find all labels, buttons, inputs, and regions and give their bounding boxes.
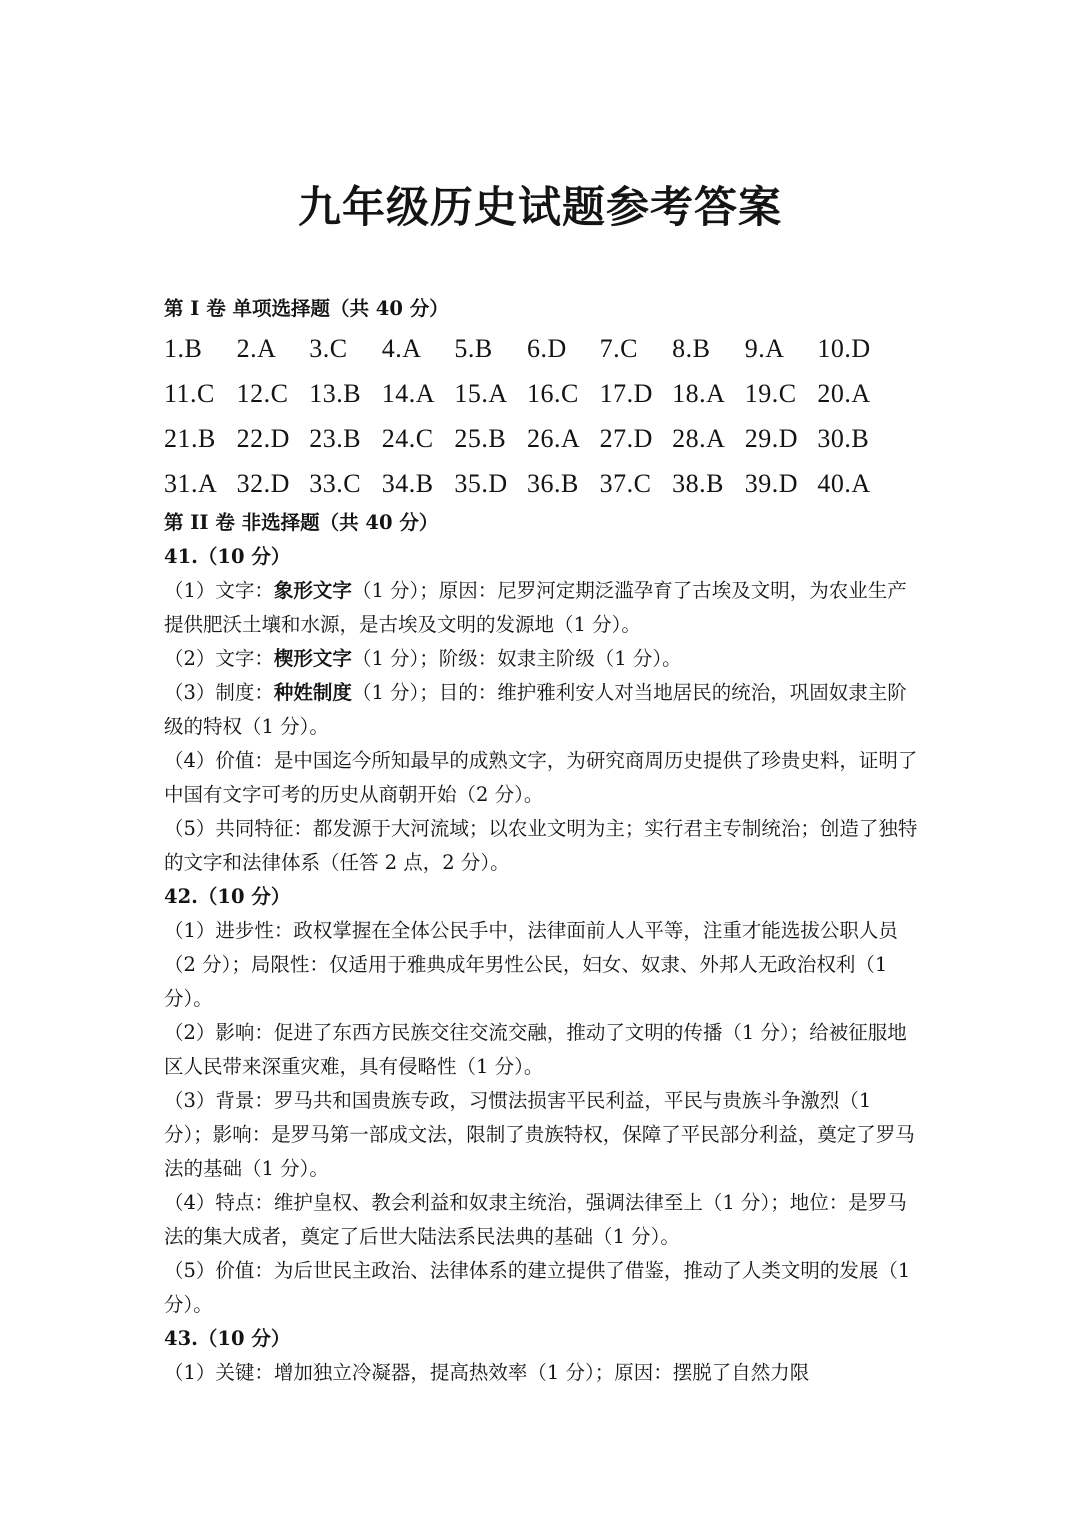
mc-answer: 10.D <box>817 334 871 363</box>
mc-answer: 18.A <box>672 379 726 408</box>
mc-answer: 19.C <box>744 379 797 408</box>
q41-answer-4: （4）价值：是中国迄今所知最早的成熟文字，为研究商周历史提供了珍贵史料，证明了中国有文字可考的历史从商朝开始（2 分）。 <box>164 749 918 806</box>
mc-answer: 31.A <box>164 469 218 498</box>
q41-answer-2: （2）文字：楔形文字（1 分）；阶级：奴隶主阶级（1 分）。 <box>164 647 682 670</box>
mc-row-1 <box>164 326 924 372</box>
mc-answer: 2.A <box>236 334 277 363</box>
mc-answer: 5.B <box>454 334 493 363</box>
mc-answer: 40.A <box>817 469 871 498</box>
mc-answer: 11.C <box>164 379 215 408</box>
q43-answer-1: （1）关键：增加独立冷凝器，提高热效率（1 分）；原因：摆脱了自然力限 <box>164 1361 810 1384</box>
q42-answer-3: （3）背景：罗马共和国贵族专政，习惯法损害平民利益，平民与贵族斗争激烈（1 分）；影响：是罗马第一部成文法，限制了贵族特权，保障了平民部分利益，奠定了罗马法的基础（1 分）。 <box>164 1089 915 1180</box>
mc-answer: 28.A <box>672 424 726 453</box>
mc-answer: 32.D <box>236 469 290 498</box>
mc-answer: 21.B <box>164 424 216 453</box>
mc-answer: 22.D <box>236 424 290 453</box>
mc-row-4 <box>164 461 924 507</box>
q43-header: 43.（10 分） <box>164 1327 291 1350</box>
mc-answer: 36.B <box>526 469 579 498</box>
mc-answer: 6.D <box>526 334 567 363</box>
q42-answer-5: （5）价值：为后世民主政治、法律体系的建立提供了借鉴，推动了人类文明的发展（1 分）。 <box>164 1259 911 1316</box>
mc-answer: 37.C <box>599 469 652 498</box>
answers-body <box>164 540 924 1390</box>
mc-answer: 15.A <box>454 379 508 408</box>
mc-answer: 39.D <box>744 469 799 498</box>
mc-answer: 23.B <box>309 424 362 453</box>
page-title: 九年级历史试题参考答案 <box>298 183 782 233</box>
mc-answer: 16.C <box>526 379 579 408</box>
mc-row-3 <box>164 416 924 462</box>
q41-answer-1: （1）文字：象形文字（1 分）；原因：尼罗河定期泛滥孕育了古埃及文明，为农业生产提供肥沃土壤和水源，是古埃及文明的发源地（1 分）。 <box>164 579 907 636</box>
mc-answer: 25.B <box>454 424 507 453</box>
q41-answer-3: （3）制度：种姓制度（1 分）；目的：维护雅利安人对当地居民的统治，巩固奴隶主阶级的特权（1 分）。 <box>164 681 907 738</box>
mc-answer: 33.C <box>309 469 362 498</box>
mc-answer: 4.A <box>381 334 422 363</box>
q41-header: 41.（10 分） <box>164 545 291 568</box>
q41-answer-5: （5）共同特征：都发源于大河流域；以农业文明为主；实行君主专制统治；创造了独特的文字和法律体系（任答 2 点，2 分）。 <box>164 817 918 874</box>
mc-answer: 3.C <box>309 334 348 363</box>
mc-answer: 17.D <box>599 379 653 408</box>
mc-answer: 29.D <box>744 424 799 453</box>
mc-answer: 12.C <box>236 379 289 408</box>
q42-answer-2: （2）影响：促进了东西方民族交往交流交融，推动了文明的传播（1 分）；给被征服地区人民带来深重灾难，具有侵略性（1 分）。 <box>164 1021 907 1078</box>
mc-answer: 24.C <box>381 424 434 453</box>
mc-answer: 9.A <box>744 334 785 363</box>
mc-answer: 8.B <box>672 334 711 363</box>
q42-answer-1: （1）进步性：政权掌握在全体公民手中，法律面前人人平等，注重才能选拔公职人员（2 分）；局限性：仅适用于雅典成年男性公民，妇女、奴隶、外邦人无政治权利（1 分）。 <box>164 919 898 1010</box>
mc-answer: 20.A <box>817 379 871 408</box>
part1-header: 第 I 卷 单项选择题（共 40 分） <box>164 297 449 320</box>
mc-answer: 34.B <box>381 469 434 498</box>
mc-row-2 <box>164 371 924 417</box>
mc-answer: 30.B <box>817 424 870 453</box>
mc-answer: 14.A <box>381 379 436 408</box>
mc-answer: 1.B <box>164 334 203 363</box>
q42-answer-4: （4）特点：维护皇权、教会利益和奴隶主统治，强调法律至上（1 分）；地位：是罗马法的集大成者，奠定了后世大陆法系民法典的基础（1 分）。 <box>164 1191 907 1248</box>
mc-answer: 38.B <box>672 469 724 498</box>
mc-answer: 26.A <box>526 424 581 453</box>
mc-answer: 7.C <box>599 334 638 363</box>
mc-answer: 27.D <box>599 424 653 453</box>
mc-answer: 13.B <box>309 379 362 408</box>
q42-header: 42.（10 分） <box>164 885 291 908</box>
part2-header: 第 II 卷 非选择题（共 40 分） <box>164 511 439 534</box>
mc-answer: 35.D <box>454 469 508 498</box>
